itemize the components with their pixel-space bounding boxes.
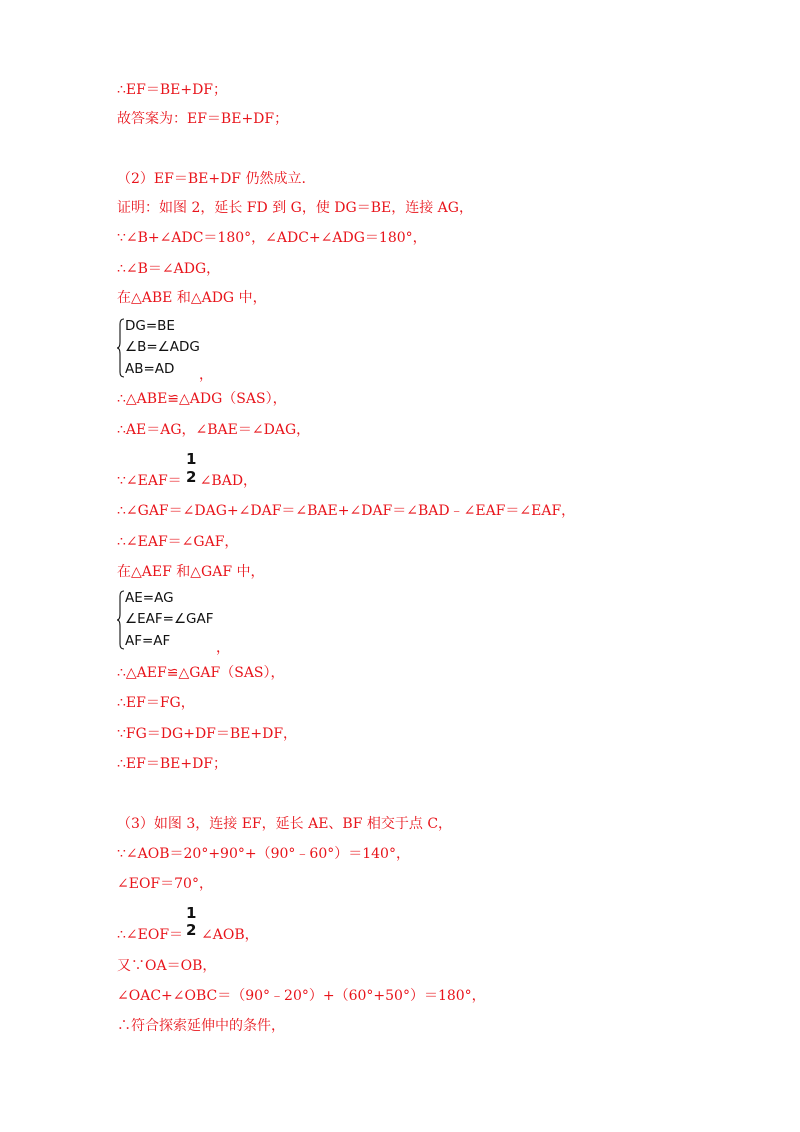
text-line: ∴∠EAF＝∠GAF， (117, 534, 239, 550)
text-line: （2）EF＝BE+DF 仍然成立. (117, 171, 306, 187)
text-line: ∴△ABE≌△ADG（SAS）， (117, 391, 287, 407)
text-segment: ∵∠EAF＝ (117, 473, 182, 489)
text-line: ∴符合探索延伸中的条件， (117, 1018, 285, 1034)
equation-row: DG=BE (125, 318, 175, 334)
text-segment: ∠BAD， (199, 473, 258, 489)
fraction-numerator: 1 (186, 450, 197, 468)
fraction-numerator: 1 (186, 904, 197, 922)
fraction-denominator: 2 (186, 468, 197, 486)
text-segment: ∠AOB， (201, 927, 259, 943)
text-line: （3）如图 3，连接 EF，延长 AE、BF 相交于点 C， (117, 816, 453, 832)
text-segment: ∴∠EOF＝ (117, 927, 184, 943)
text-line: ∴EF＝FG， (117, 695, 195, 711)
text-line: ∴EF＝BE+DF； (117, 82, 228, 98)
text-line: 证明：如图 2，延长 FD 到 G，使 DG＝BE，连接 AG， (117, 200, 473, 216)
equation-row: AE=AG (125, 590, 174, 606)
text-line: ∴AE＝AG，∠BAE＝∠DAG， (117, 422, 311, 438)
equation-row: ∠EAF=∠GAF (125, 611, 214, 627)
text-line: ∴∠GAF＝∠DAG+∠DAF＝∠BAE+∠DAF＝∠BAD﹣∠EAF＝∠EAF， (117, 503, 576, 519)
text-line: ∴△AEF≌△GAF（SAS）， (117, 665, 285, 681)
comma: ， (216, 640, 230, 656)
text-line: 又∵OA＝OB， (117, 958, 217, 974)
fraction-denominator: 2 (186, 921, 197, 939)
equation-row: AF=AF (125, 633, 171, 649)
text-line: ∵∠AOB＝20°+90°+（90°﹣60°）＝140°， (117, 846, 410, 862)
text-line: ∴∠B＝∠ADG， (117, 261, 221, 277)
equation-row: ∠B=∠ADG (125, 339, 200, 355)
text-line: 在△AEF 和△GAF 中， (117, 564, 265, 580)
text-line: 在△ABE 和△ADG 中， (117, 290, 267, 306)
text-line: ∴EF＝BE+DF； (117, 756, 228, 772)
text-line: ∠OAC+∠OBC＝（90°﹣20°）+（60°+50°）＝180°， (117, 988, 486, 1004)
text-line: ∵∠B+∠ADC＝180°，∠ADC+∠ADG＝180°， (117, 230, 427, 246)
text-line: ∠EOF＝70°， (117, 876, 213, 892)
equation-system-2 (117, 590, 227, 650)
comma: ， (199, 367, 213, 383)
text-line: 故答案为：EF＝BE+DF； (117, 111, 289, 127)
equation-row: AB=AD (125, 361, 175, 377)
text-line: ∵FG＝DG+DF＝BE+DF， (117, 726, 298, 742)
